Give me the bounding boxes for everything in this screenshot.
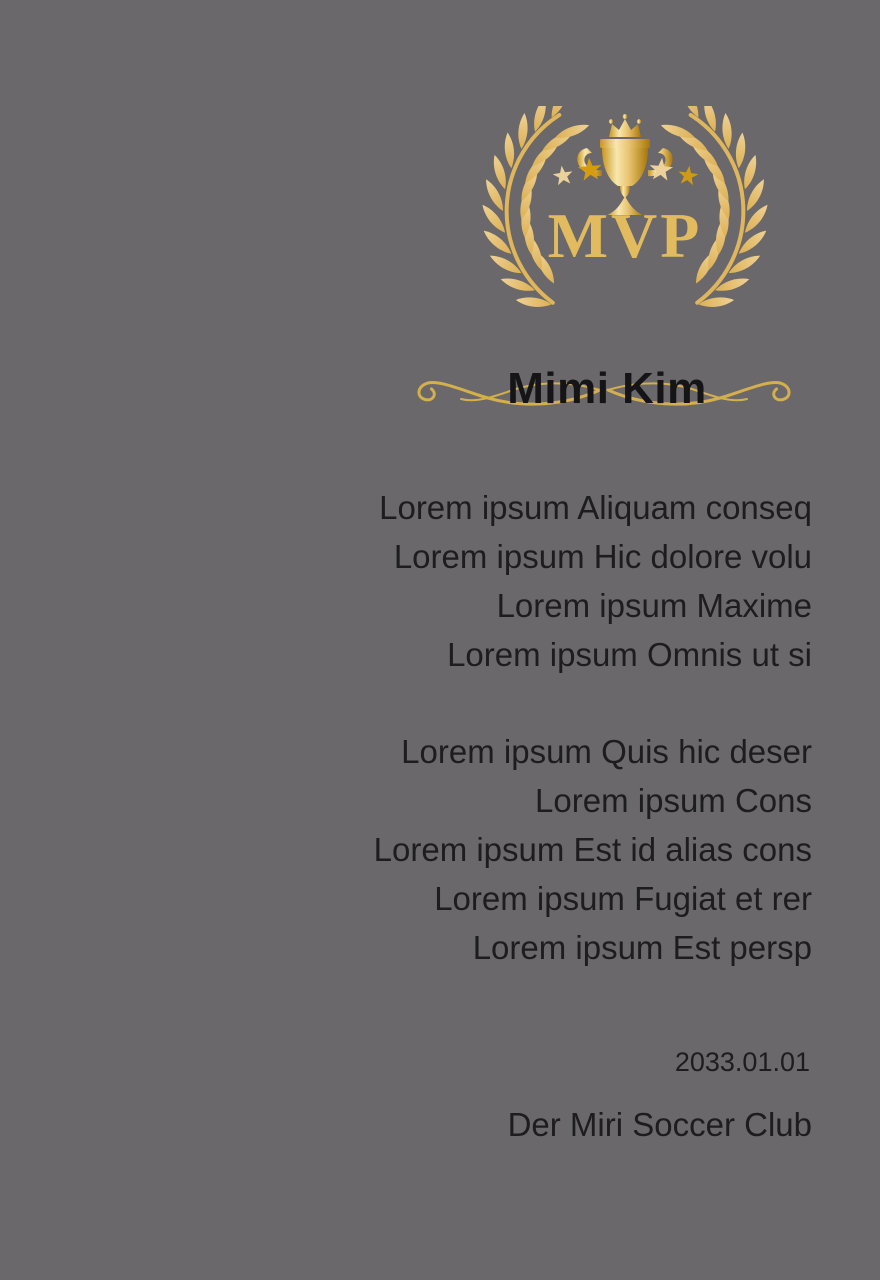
star-icon xyxy=(677,164,699,185)
award-line: Lorem ipsum Fugiat et rer xyxy=(434,880,812,917)
crown-icon xyxy=(609,114,641,137)
award-line: Lorem ipsum Cons xyxy=(535,782,812,819)
star-icon xyxy=(552,164,574,185)
award-line: Lorem ipsum Est id alias cons xyxy=(373,831,812,868)
award-line: Lorem ipsum Maxime xyxy=(496,587,812,624)
award-date: 2033.01.01 xyxy=(674,1047,810,1077)
award-line: Lorem ipsum Aliquam conseq xyxy=(379,489,812,526)
award-line: Lorem ipsum Hic dolore volu xyxy=(393,538,812,575)
mvp-title: MVP xyxy=(547,200,703,271)
award-line: Lorem ipsum Quis hic deser xyxy=(401,733,812,770)
recipient-name: Mimi Kim xyxy=(507,364,707,413)
club-name: Der Miri Soccer Club xyxy=(507,1106,812,1143)
award-line: Lorem ipsum Omnis ut si xyxy=(447,636,812,673)
award-text-block-2 xyxy=(374,727,812,972)
award-line: Lorem ipsum Est persp xyxy=(472,929,812,966)
mvp-emblem xyxy=(480,106,770,318)
award-text-block-1 xyxy=(379,483,812,679)
